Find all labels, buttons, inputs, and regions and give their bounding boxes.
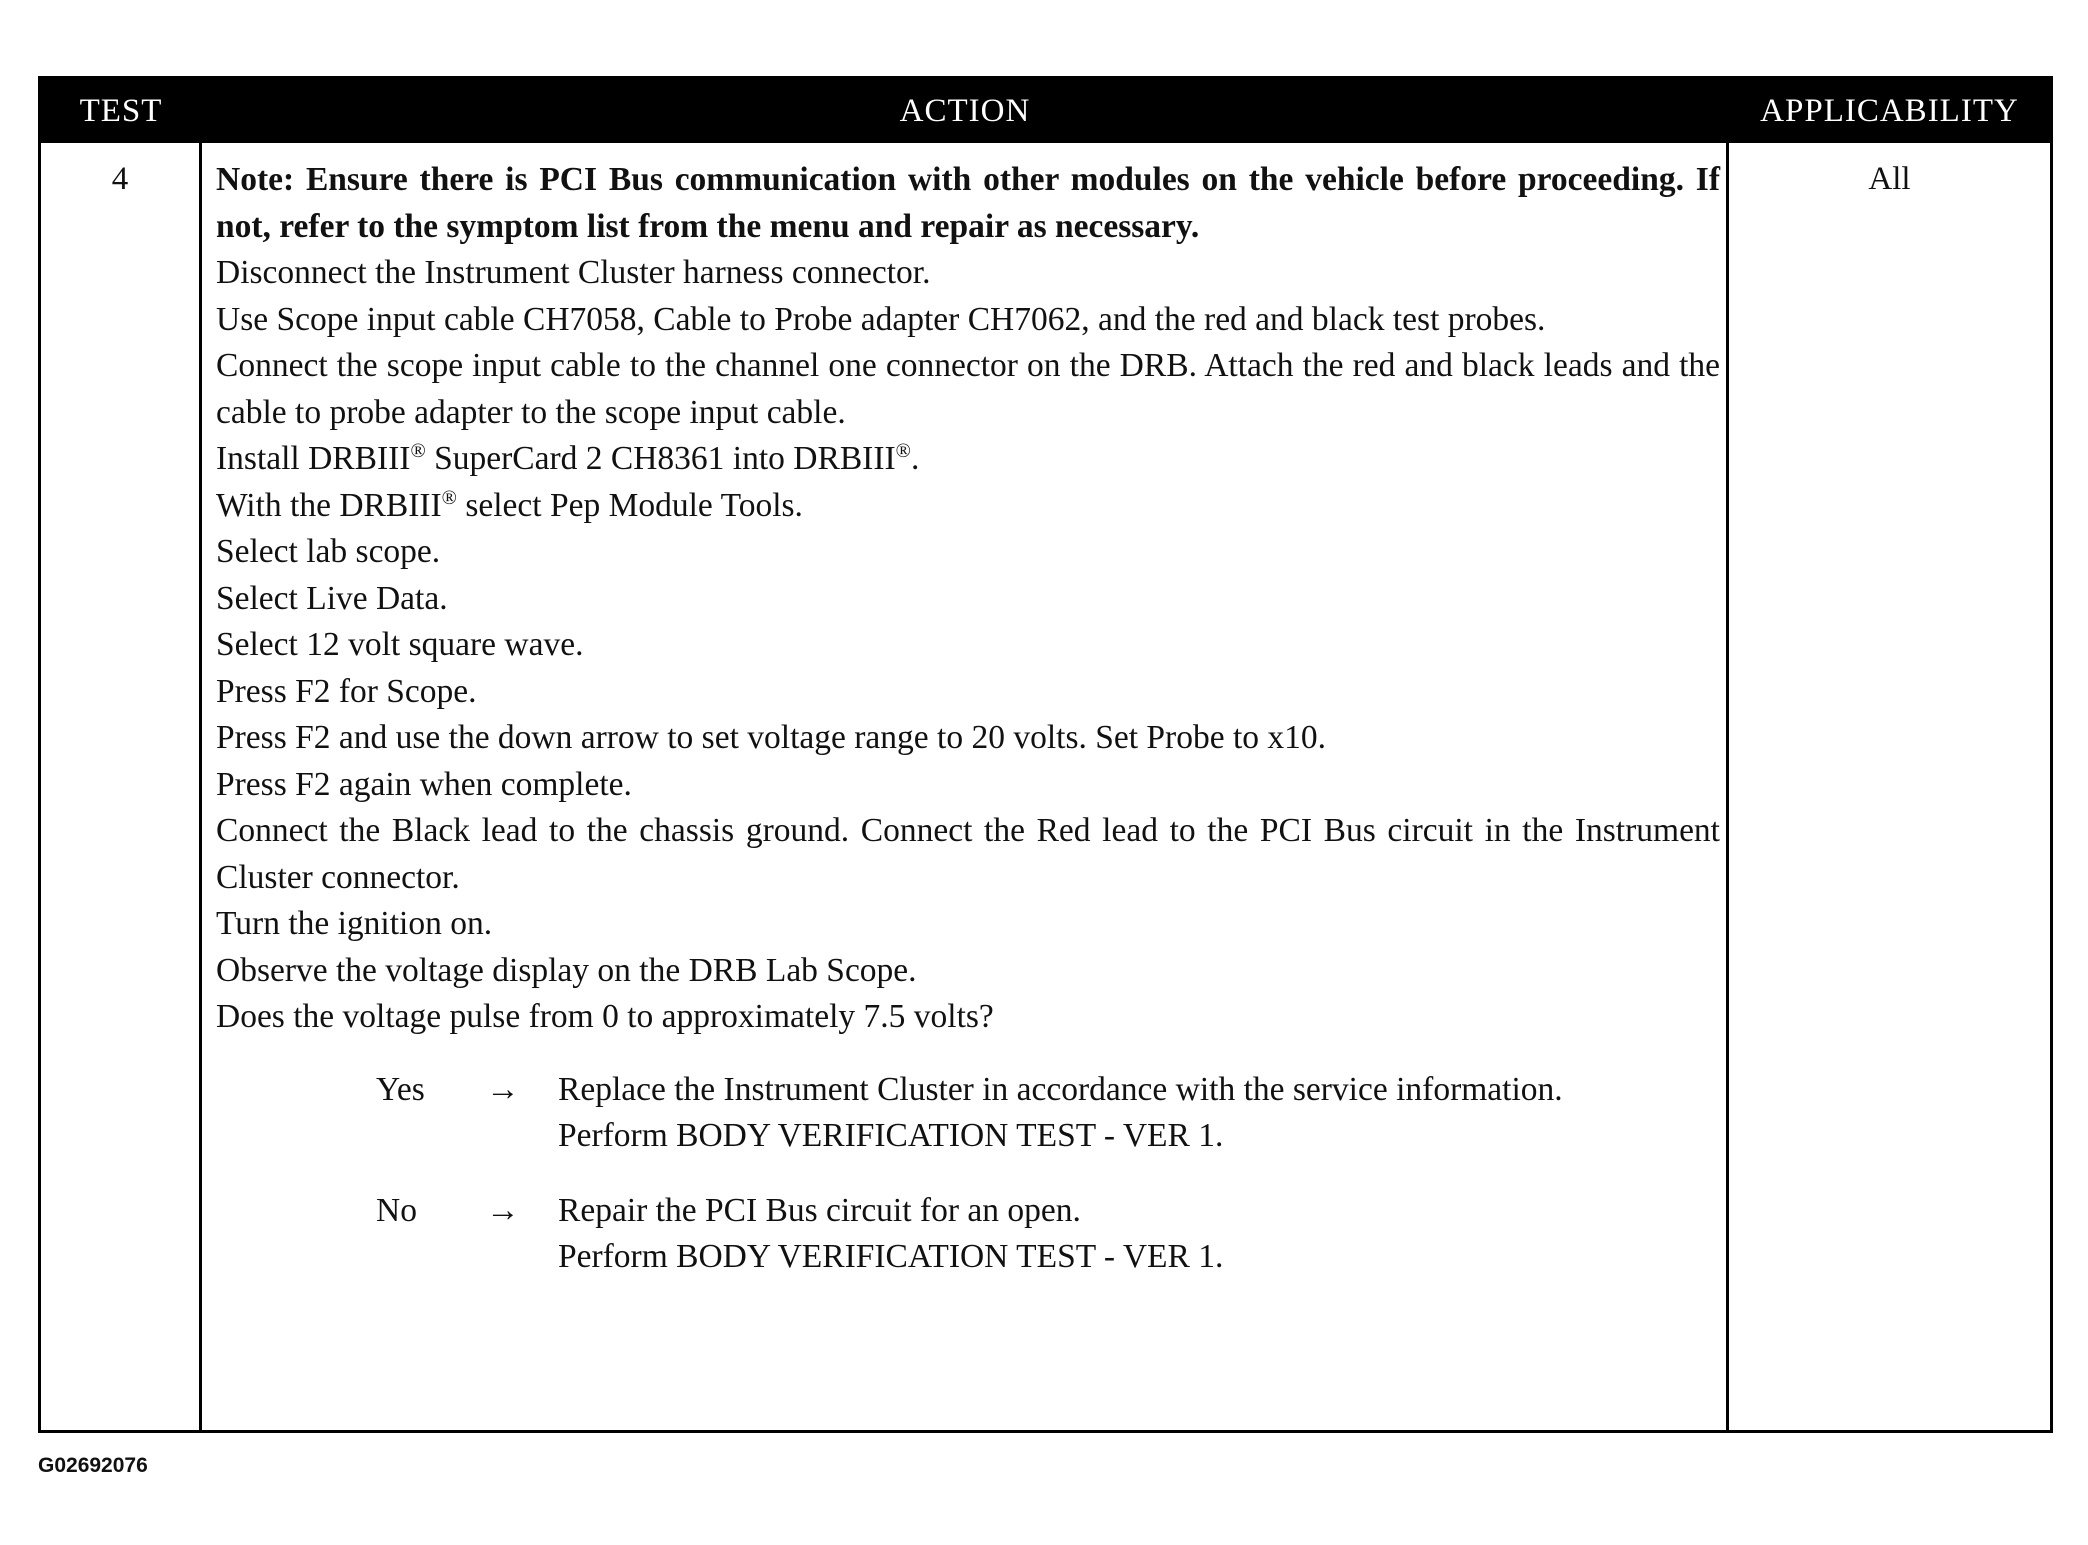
step-line: Use Scope input cable CH7058, Cable to Probe adapter CH7062, and the red and black test probes. — [216, 300, 1546, 338]
step-line: Connect the scope input cable to the channel one connector on the DRB. Attach the red and black leads and the cable to probe adapter to the scope input cable. — [216, 347, 1720, 431]
step-list — [216, 250, 1720, 1041]
step-line: Select 12 volt square wave. — [216, 626, 584, 663]
outcome-label: No — [376, 1191, 417, 1229]
outcome-line: Replace the Instrument Cluster in accordance with the service information. — [558, 1070, 1563, 1108]
diagnostic-table — [38, 76, 2053, 1433]
outcome-line: Perform BODY VERIFICATION TEST - VER 1. — [558, 1117, 1224, 1154]
test-number: 4 — [111, 161, 129, 197]
step-line: Press F2 again when complete. — [216, 765, 632, 803]
note-text: Note: Ensure there is PCI Bus communication with other modules on the vehicle before proceeding. If not, refer to the symptom list from the menu and repair as necessary. — [216, 161, 1720, 245]
outcome-list — [216, 1067, 1720, 1281]
outcome-yes — [216, 1067, 1720, 1160]
step-line: Select lab scope. — [216, 533, 441, 570]
step-line: Does the voltage pulse from 0 to approximately 7.5 volts? — [216, 998, 994, 1035]
outcome-no — [216, 1188, 1720, 1281]
step-line: Select Live Data. — [216, 579, 448, 617]
step-line: With the DRBIII® select Pep Module Tools. — [216, 486, 803, 524]
outcome-line: Repair the PCI Bus circuit for an open. — [558, 1191, 1081, 1229]
outcome-label: Yes — [376, 1070, 425, 1108]
step-line: Turn the ignition on. — [216, 905, 493, 942]
header-action: ACTION — [899, 93, 1031, 129]
step-line: Disconnect the Instrument Cluster harness connector. — [216, 254, 931, 291]
right-arrow-icon: → — [486, 1191, 520, 1229]
outcome-text — [558, 1067, 1720, 1160]
step-line: Connect the Black lead to the chassis ground. Connect the Red lead to the PCI Bus circuit in the Instrument Cluster connector. — [216, 812, 1720, 896]
step-line: Press F2 and use the down arrow to set voltage range to 20 volts. Set Probe to x10. — [216, 719, 1326, 756]
table-header-row — [41, 79, 2050, 143]
step-line: Press F2 for Scope. — [216, 672, 477, 710]
step-line: Install DRBIII® SuperCard 2 CH8361 into DRBIII®. — [216, 439, 920, 477]
header-test: TEST — [79, 93, 163, 129]
image-code: G02692076 — [38, 1454, 148, 1477]
header-applicability: APPLICABILITY — [1760, 93, 2019, 129]
outcome-text — [558, 1188, 1720, 1281]
outcome-line: Perform BODY VERIFICATION TEST - VER 1. — [558, 1238, 1224, 1275]
applicability-value: All — [1868, 161, 1911, 197]
action-cell — [202, 143, 1726, 1430]
right-arrow-icon: → — [486, 1070, 520, 1108]
step-line: Observe the voltage display on the DRB Lab Scope. — [216, 951, 917, 989]
